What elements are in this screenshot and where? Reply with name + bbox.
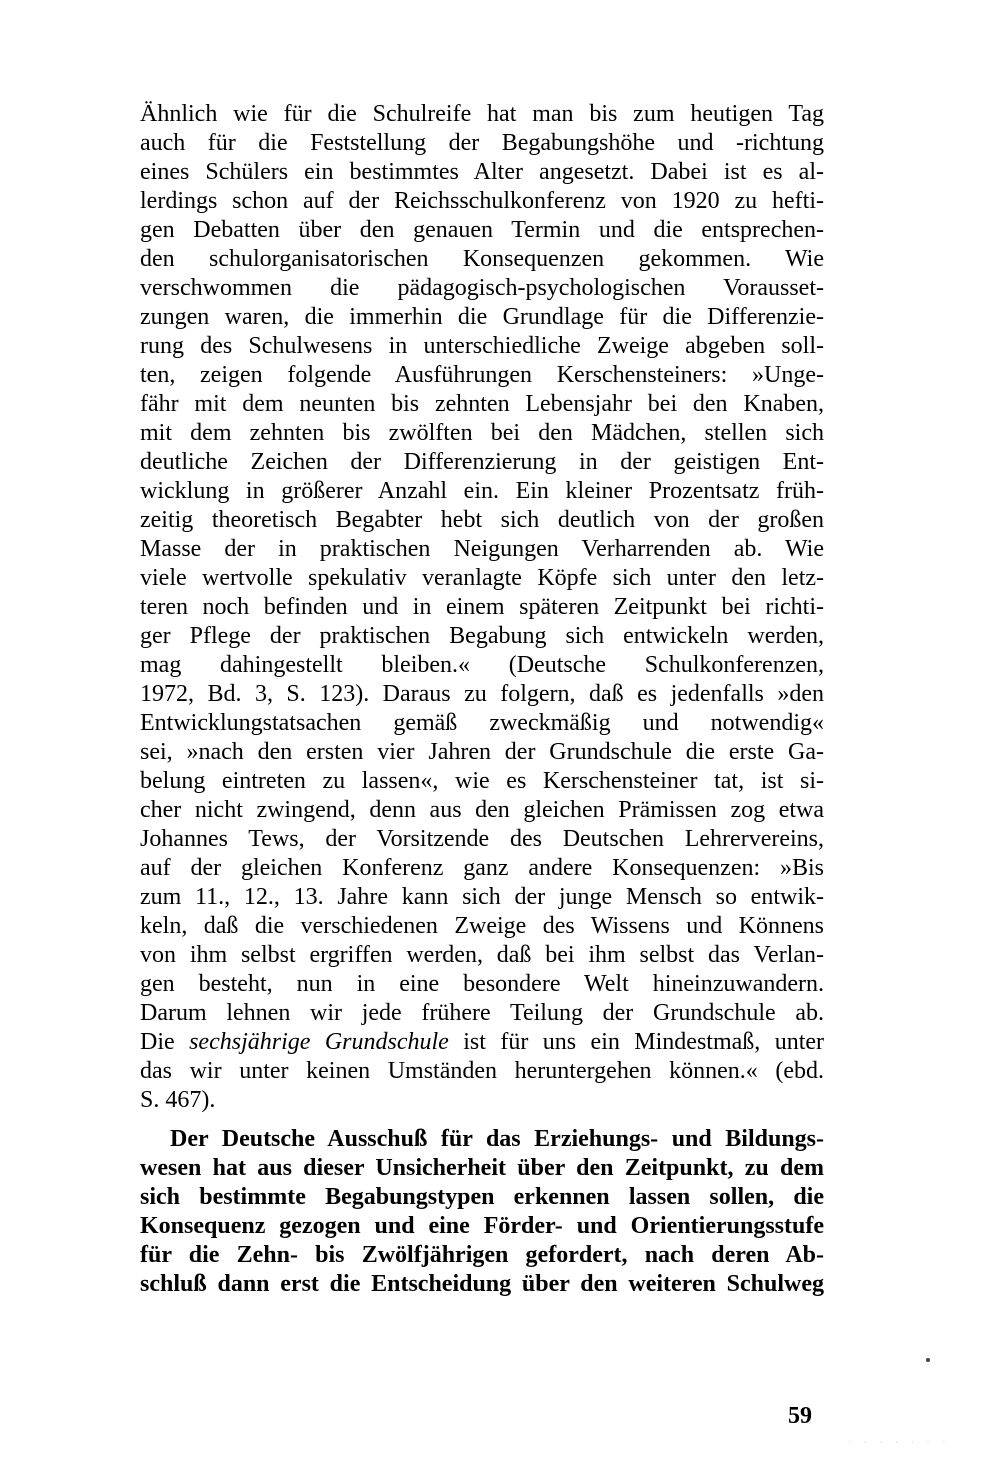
text-line: keln, daß die verschiedenen Zweige des Wissens und Könnens (140, 913, 824, 939)
italic-term: sechsjährige Grundschule (189, 1029, 449, 1055)
text-line: zungen waren, die immerhin die Grundlage für die Differenzie- (140, 304, 824, 330)
text-line: zum 11., 12., 13. Jahre kann sich der junge Mensch so entwik- (140, 884, 824, 910)
text-line: verschwommen die pädagogisch-psychologischen Vorausset- (140, 275, 824, 301)
text-line: deutliche Zeichen der Differenzierung in der geistigen Ent- (140, 449, 824, 475)
scan-specks: · · · · · · · (848, 1438, 951, 1448)
text-line: von ihm selbst ergriffen werden, daß bei ihm selbst das Verlan- (140, 942, 824, 968)
text-line: ten, zeigen folgende Ausführungen Kerschensteiners: »Unge- (140, 362, 824, 388)
text-line: belung eintreten zu lassen«, wie es Kerschensteiner tat, ist si- (140, 768, 824, 794)
text-line: viele wertvolle spekulativ veranlagte Köpfe sich unter den letz- (140, 565, 824, 591)
text-line: lerdings schon auf der Reichsschulkonferenz von 1920 zu hefti- (140, 188, 824, 214)
text-line: Masse der in praktischen Neigungen Verharrenden ab. Wie (140, 536, 824, 562)
text-line: teren noch befinden und in einem späteren Zeitpunkt bei richti- (140, 594, 824, 620)
text-line: S. 467). (140, 1087, 216, 1113)
text-line: mag dahingestellt bleiben.« (Deutsche Schulkonferenzen, (140, 652, 824, 678)
page-number: 59 (788, 1403, 812, 1429)
text-line: Darum lehnen wir jede frühere Teilung der Grundschule ab. (140, 1000, 824, 1026)
text-line: 1972, Bd. 3, S. 123). Daraus zu folgern, daß es jedenfalls »den (140, 681, 824, 707)
text-line: cher nicht zwingend, denn aus den gleichen Prämissen zog etwa (140, 797, 824, 823)
text-line: Johannes Tews, der Vorsitzende des Deutschen Lehrervereins, (140, 826, 824, 852)
text-line: rung des Schulwesens in unterschiedliche Zweige abgeben soll- (140, 333, 824, 359)
text-line: gen besteht, nun in eine besondere Welt hineinzuwandern. (140, 971, 824, 997)
text-line-italic (140, 1028, 824, 1057)
text-line: für die Zehn- bis Zwölfjährigen gefordert, nach deren Ab- (140, 1242, 824, 1268)
text-line: Der Deutsche Ausschuß für das Erziehungs- und Bildungs- (170, 1126, 824, 1152)
text-line: sich bestimmte Begabungstypen erkennen lassen sollen, die (140, 1184, 824, 1210)
text-line: wesen hat aus dieser Unsicherheit über den Zeitpunkt, zu dem (140, 1155, 824, 1181)
text-line: ger Pflege der praktischen Begabung sich entwickeln werden, (140, 623, 824, 649)
text-line: Ähnlich wie für die Schulreife hat man bis zum heutigen Tag (140, 101, 824, 127)
text-line: auf der gleichen Konferenz ganz andere Konsequenzen: »Bis (140, 855, 824, 881)
text-line: zeitig theoretisch Begabter hebt sich deutlich von der großen (140, 507, 824, 533)
text-line: Konsequenz gezogen und eine Förder- und Orientierungsstufe (140, 1213, 824, 1239)
paragraph-1 (140, 100, 824, 1115)
text-run: Die (140, 1029, 190, 1055)
text-line: auch für die Feststellung der Begabungshöhe und -richtung (140, 130, 824, 156)
text-line: den schulorganisatorischen Konsequenzen gekommen. Wie (140, 246, 824, 272)
text-line: Entwicklungstatsachen gemäß zweckmäßig und notwendig« (140, 710, 824, 736)
text-line: fähr mit dem neunten bis zehnten Lebensjahr bei den Knaben, (140, 391, 824, 417)
text-line: gen Debatten über den genauen Termin und die entsprechen- (140, 217, 824, 243)
text-line: das wir unter keinen Umständen heruntergehen können.« (ebd. (140, 1058, 824, 1084)
ink-dot (926, 1358, 930, 1362)
text-line: mit dem zehnten bis zwölften bei den Mädchen, stellen sich (140, 420, 824, 446)
text-line: sei, »nach den ersten vier Jahren der Grundschule die erste Ga- (140, 739, 824, 765)
text-line: schluß dann erst die Entscheidung über den weiteren Schulweg (140, 1271, 824, 1297)
page-body (140, 100, 824, 1299)
text-run: ist für uns ein Mindestmaß, unter (448, 1029, 825, 1055)
paragraph-2 (140, 1125, 824, 1299)
text-line: eines Schülers ein bestimmtes Alter angesetzt. Dabei ist es al- (140, 159, 824, 185)
text-line: wicklung in größerer Anzahl ein. Ein kleiner Prozentsatz früh- (140, 478, 824, 504)
